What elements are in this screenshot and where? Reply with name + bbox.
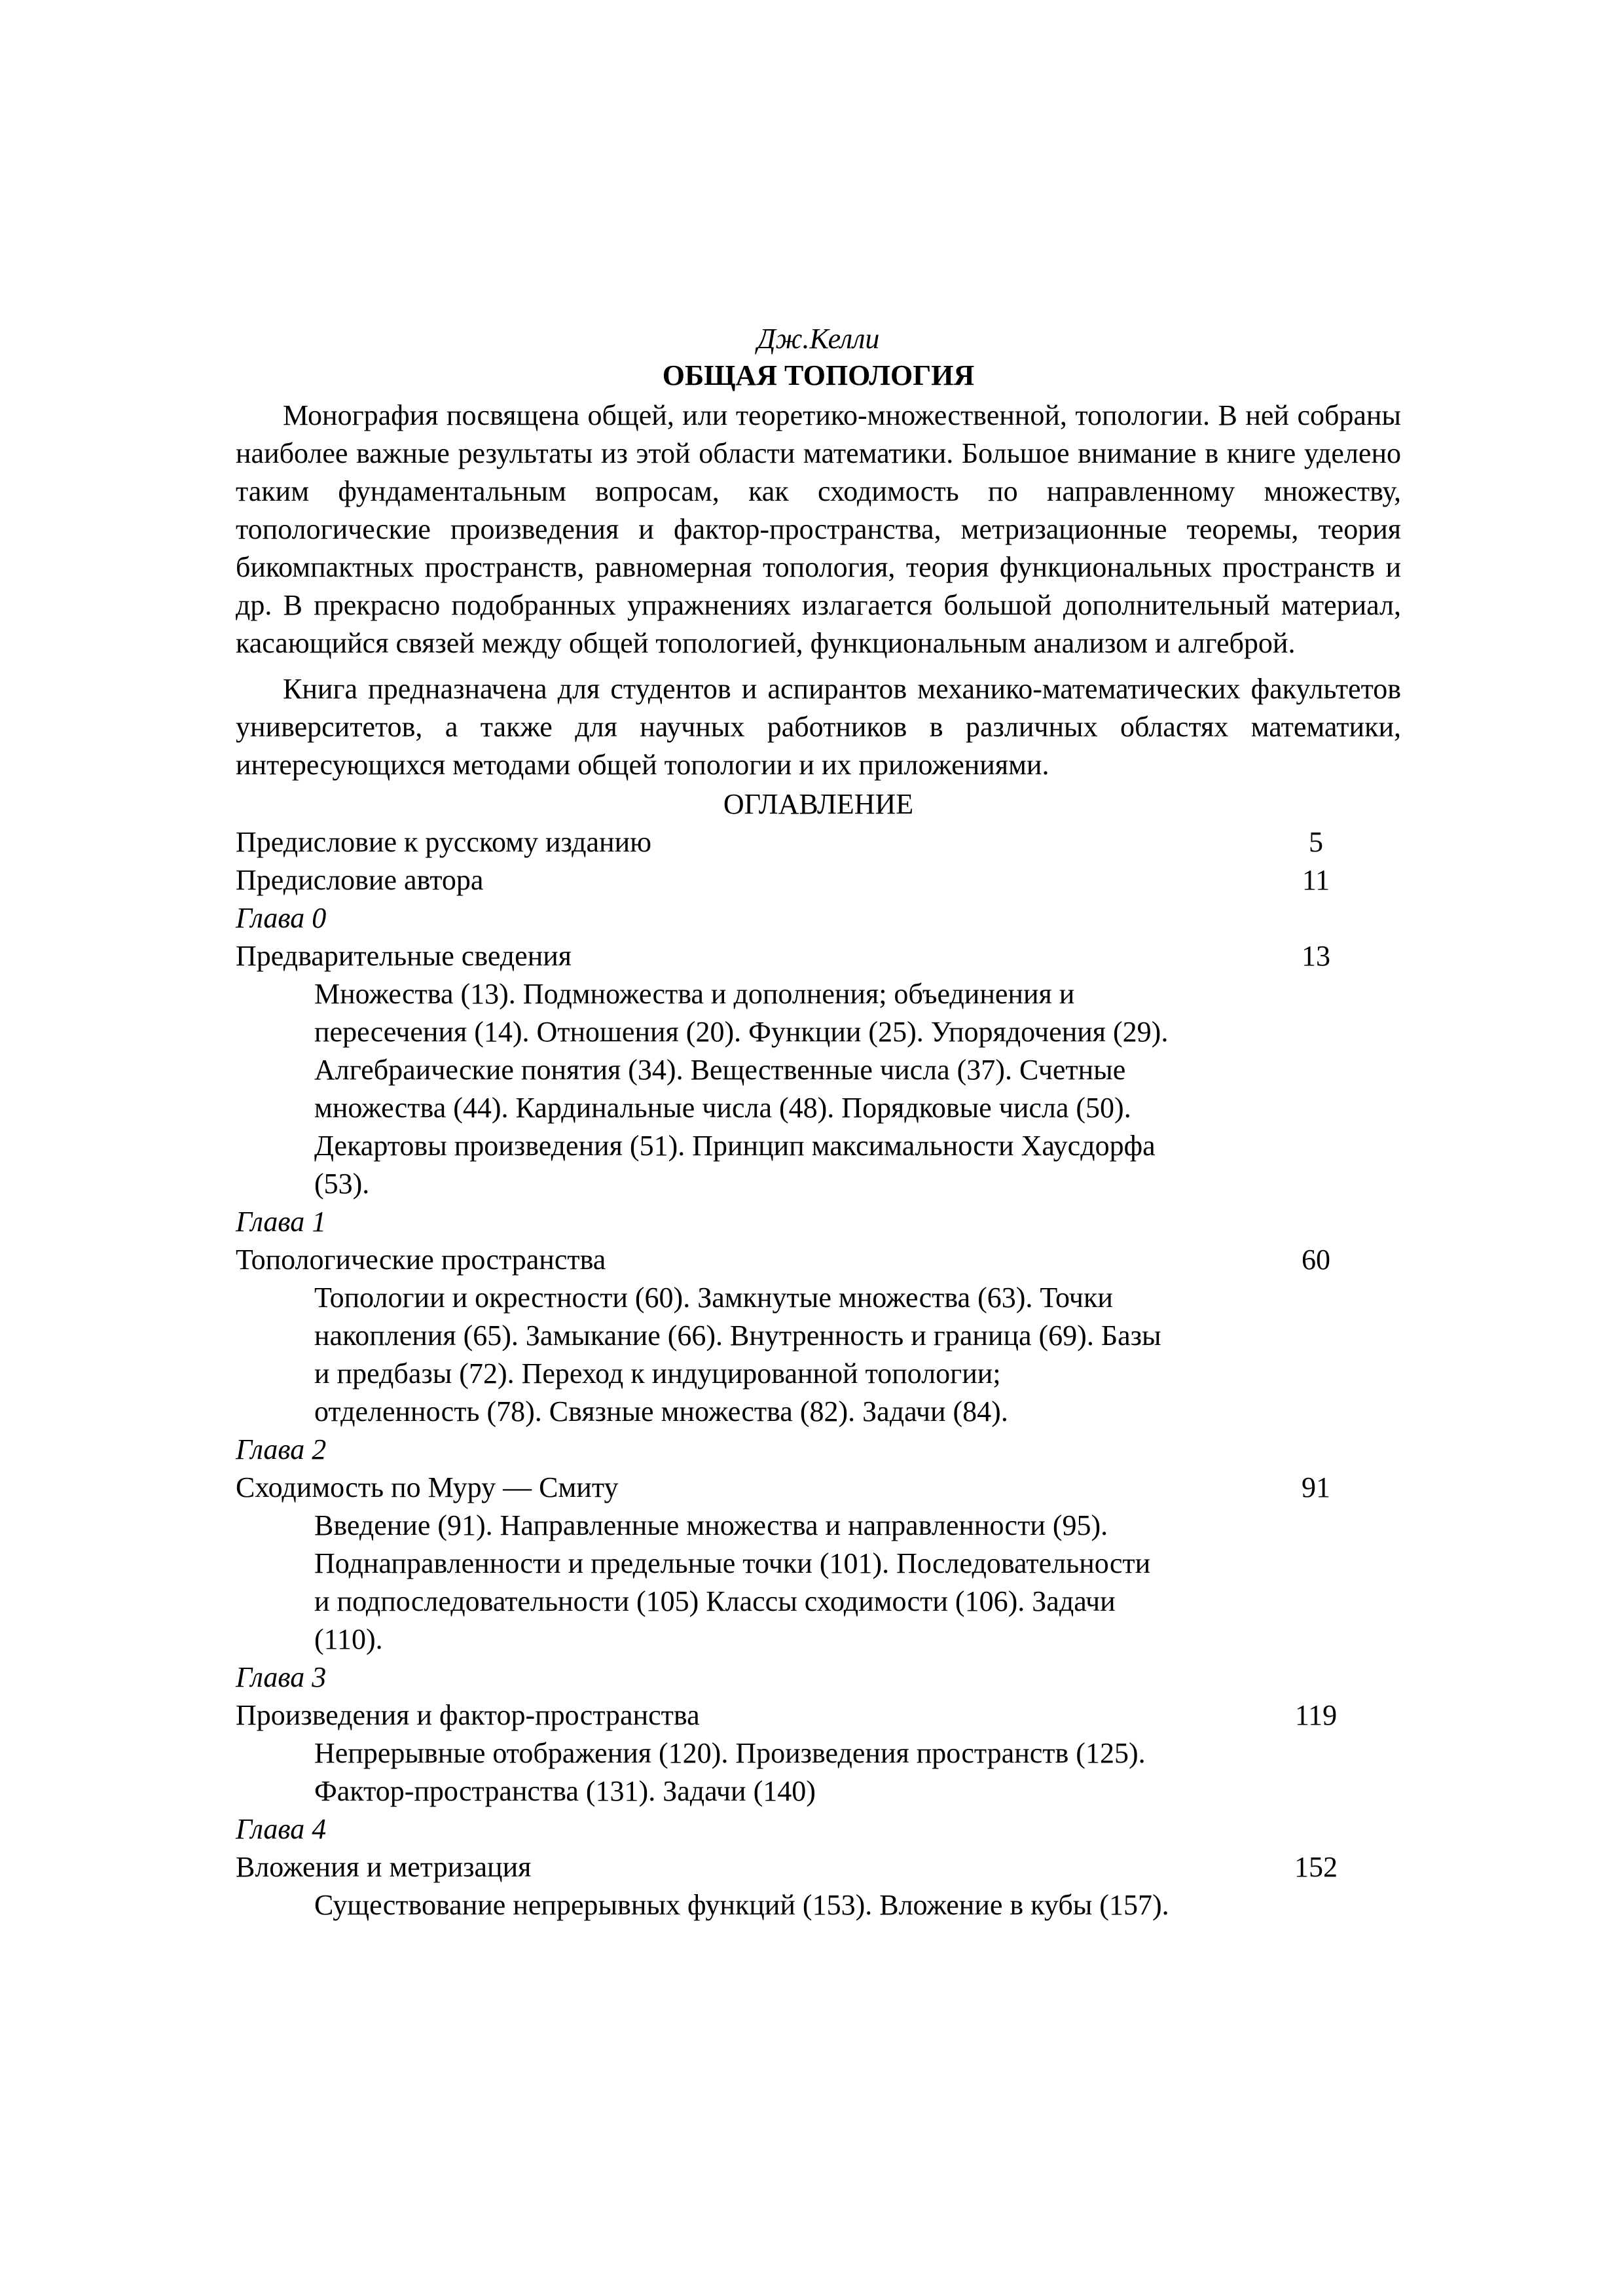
chapter-page: 119 — [1294, 1699, 1338, 1731]
chapter-title-row — [236, 1469, 1401, 1507]
toc-entry-page: 11 — [1302, 864, 1330, 896]
chapter-contents-line: множества (44). Кардинальные числа (48). Порядковые числа (50). — [314, 1092, 1131, 1124]
chapter-contents-line: и подпоследовательности (105) Классы сходимости (106). Задачи — [314, 1585, 1116, 1617]
toc-entry-title: Предисловие автора — [236, 864, 484, 896]
toc-heading: ОГЛАВЛЕНИЕ — [723, 788, 914, 820]
chapter-title-row — [236, 1241, 1401, 1279]
chapter-contents-line: Множества (13). Подмножества и дополнения; объединения и — [314, 978, 1075, 1010]
chapter-title: Произведения и фактор-пространства — [236, 1699, 700, 1731]
toc-chapter-0 — [236, 899, 1401, 1203]
chapter-contents — [236, 975, 1283, 1203]
book-title: ОБЩАЯ ТОПОЛОГИЯ — [662, 359, 975, 391]
toc-chapter-1 — [236, 1203, 1401, 1431]
chapter-contents-line: Непрерывные отображения (120). Произведения пространств (125). — [314, 1737, 1146, 1769]
chapter-title: Вложения и метризация — [236, 1851, 532, 1883]
chapter-contents-line: отделенность (78). Связные множества (82). Задачи (84). — [314, 1395, 1008, 1427]
chapter-contents-line: накопления (65). Замыкание (66). Внутренность и граница (69). Базы — [314, 1319, 1161, 1352]
chapter-title-row — [236, 1848, 1401, 1886]
chapter-contents-line: Топологии и окрестности (60). Замкнутые множества (63). Точки — [314, 1282, 1113, 1314]
chapter-contents — [236, 1507, 1283, 1659]
chapter-label: Глава 3 — [236, 1661, 327, 1693]
toc-chapter-2 — [236, 1431, 1401, 1659]
chapter-label: Глава 0 — [236, 902, 327, 934]
table-of-contents — [236, 823, 1401, 1924]
chapter-contents — [236, 1886, 1283, 1924]
chapter-page: 152 — [1294, 1851, 1338, 1883]
chapter-page: 60 — [1302, 1244, 1330, 1276]
chapter-label: Глава 1 — [236, 1206, 327, 1238]
toc-entry-title: Предисловие к русскому изданию — [236, 826, 652, 858]
chapter-contents-line: и предбазы (72). Переход к индуцированной топологии; — [314, 1357, 1001, 1390]
author-name: Дж.Келли — [757, 323, 880, 355]
chapter-contents-line: Алгебраические понятия (34). Вещественные числа (37). Счетные — [314, 1054, 1126, 1086]
chapter-title-row — [236, 1696, 1401, 1734]
chapter-contents-line: Фактор-пространства (131). Задачи (140) — [314, 1775, 816, 1807]
chapter-contents-line: пересечения (14). Отношения (20). Функции (25). Упорядочения (29). — [314, 1016, 1169, 1048]
chapter-title: Предварительные сведения — [236, 940, 572, 972]
toc-entry-page: 5 — [1309, 826, 1323, 858]
chapter-contents-line: Введение (91). Направленные множества и направленности (95). — [314, 1509, 1108, 1541]
chapter-contents-line: Декартовы произведения (51). Принцип максимальности Хаусдорфа — [314, 1130, 1156, 1162]
toc-chapter-4 — [236, 1810, 1401, 1924]
chapter-contents — [236, 1279, 1283, 1431]
annotation-paragraph-1: Монография посвящена общей, или теоретико-множественной, топологии. В ней собраны наиболее важные результаты из этой области математики. Большое внимание в книге уделено таким фундаментальным вопросам, как сходимость по направленному множеству, топологические произведения и фактор-пространства, метризационные теоремы, теория бикомпактных пространств, равномерная топология, теория функциональных пространств и др. В прекрасно подобранных упражнениях излагается большой дополнительный материал, касающийся связей между общей топологией, функциональным анализом и алгеброй. — [236, 399, 1401, 659]
toc-entry-preface-russian — [236, 823, 1401, 861]
chapter-contents — [236, 1734, 1283, 1810]
chapter-label: Глава 2 — [236, 1433, 327, 1465]
chapter-label: Глава 4 — [236, 1813, 327, 1845]
chapter-contents-line: (53). — [314, 1168, 370, 1200]
chapter-title: Сходимость по Муру — Смиту — [236, 1471, 619, 1503]
annotation-paragraph-2: Книга предназначена для студентов и аспирантов механико-математических факультетов университетов, а также для научных работников в различных областях математики, интересующихся методами общей топологии и их приложениями. — [236, 673, 1401, 781]
chapter-contents-line: (110). — [314, 1623, 383, 1655]
toc-chapter-3 — [236, 1659, 1401, 1810]
annotation — [236, 397, 1401, 784]
toc-entry-preface-author — [236, 861, 1401, 899]
chapter-title-row — [236, 937, 1401, 975]
chapter-contents-line: Поднаправленности и предельные точки (101). Последовательности — [314, 1547, 1151, 1579]
chapter-page: 13 — [1302, 940, 1330, 972]
chapter-contents-line: Существование непрерывных функций (153). Вложение в кубы (157). — [314, 1889, 1169, 1921]
chapter-page: 91 — [1302, 1471, 1330, 1503]
chapter-title: Топологические пространства — [236, 1244, 606, 1276]
document-page — [236, 321, 1401, 1924]
